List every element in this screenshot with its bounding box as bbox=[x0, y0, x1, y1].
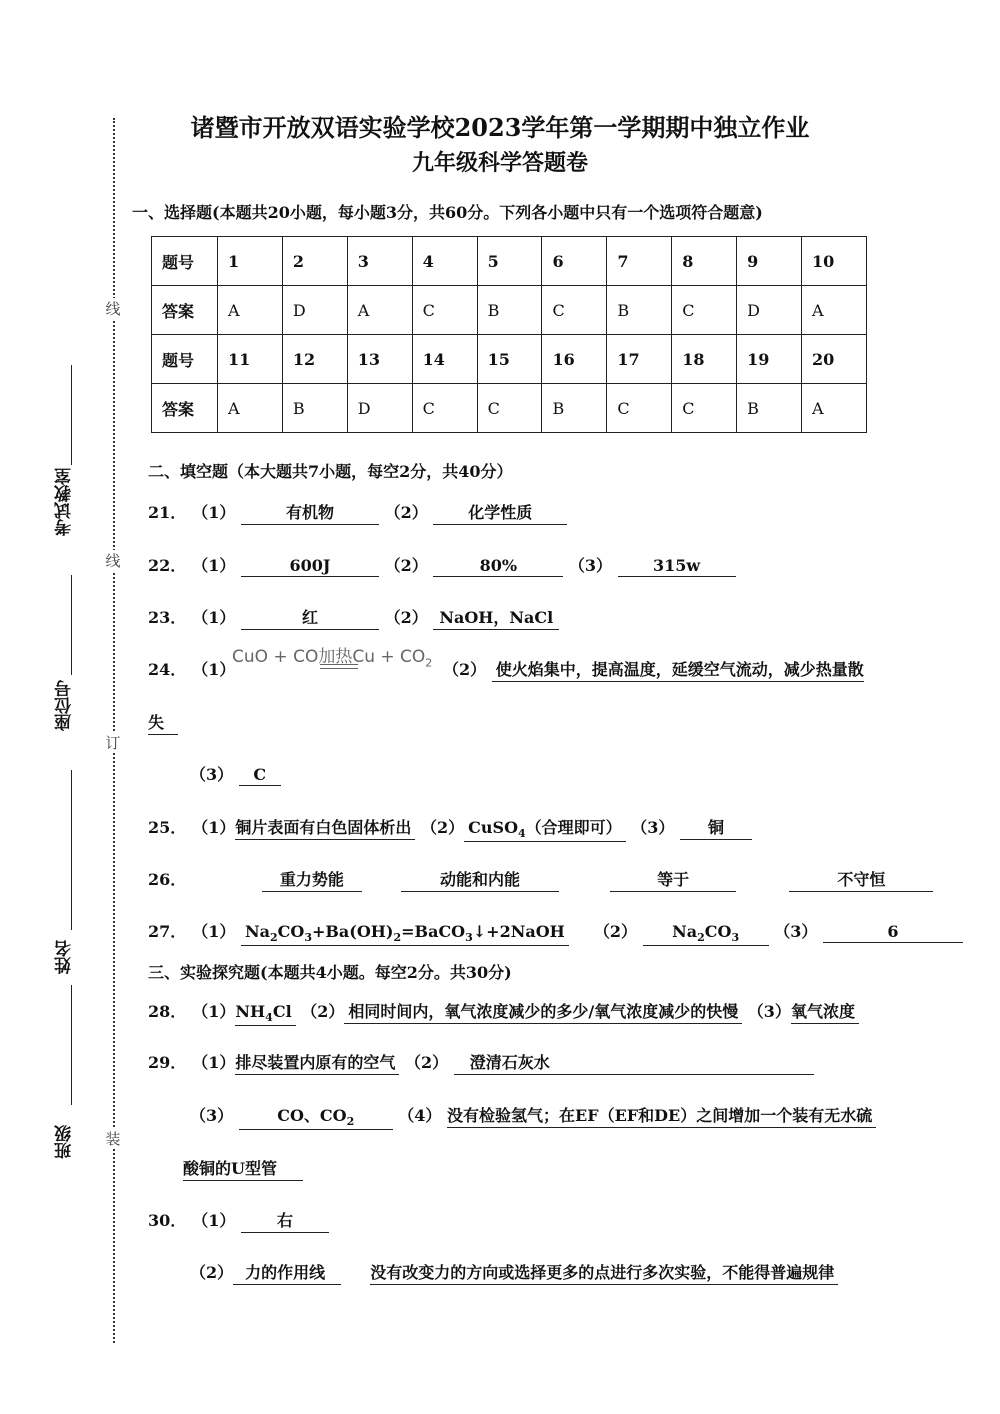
page-title: 诸暨市开放双语实验学校2023学年第一学期期中独立作业 bbox=[190, 113, 810, 142]
q30-number: 30． bbox=[148, 1211, 187, 1230]
answer-label: 答案 bbox=[152, 384, 218, 433]
q22-answer3: 315w bbox=[618, 556, 736, 577]
q22-part2: （2） bbox=[384, 556, 428, 575]
q22-part3: （3） bbox=[568, 556, 613, 575]
q27-answer1 bbox=[241, 922, 569, 946]
binding-char-zhuang: 装 bbox=[105, 1130, 121, 1148]
table-row bbox=[152, 335, 867, 384]
table-cell: 8 bbox=[672, 237, 737, 286]
q27-eq-sub: 3 bbox=[304, 931, 312, 945]
table-cell: 7 bbox=[607, 237, 672, 286]
q27-answer2 bbox=[643, 922, 769, 946]
table-cell: A bbox=[347, 286, 412, 335]
q24-eq-right: Cu + CO bbox=[352, 647, 426, 667]
q29-answer3 bbox=[239, 1103, 393, 1130]
q29-part4: （4） bbox=[398, 1106, 442, 1125]
q29-part3: （3） bbox=[190, 1106, 234, 1125]
table-cell: B bbox=[282, 384, 347, 433]
q27-eq-sub: 2 bbox=[270, 931, 278, 945]
table-cell: 2 bbox=[282, 237, 347, 286]
num-label: 题号 bbox=[152, 335, 218, 384]
table-cell: 12 bbox=[282, 335, 347, 384]
q25-answer3: 铜 bbox=[680, 815, 752, 840]
q21-part2: （2） bbox=[384, 503, 428, 522]
table-cell: B bbox=[737, 384, 802, 433]
table-cell: A bbox=[802, 286, 867, 335]
q27-eq-text: CO bbox=[277, 922, 305, 941]
binding-char-xian-2: 线 bbox=[105, 552, 121, 570]
q27-a2-sub: 3 bbox=[731, 931, 740, 945]
equals-sign bbox=[320, 664, 358, 669]
q24-eq-left: CuO + CO bbox=[232, 647, 319, 667]
q21-answer1: 有机物 bbox=[241, 500, 379, 525]
q26-answer2: 动能和内能 bbox=[401, 867, 559, 892]
q27-eq-text: =BaCO bbox=[401, 922, 466, 941]
table-cell: 10 bbox=[802, 237, 867, 286]
num-label: 题号 bbox=[152, 237, 218, 286]
table-cell: C bbox=[672, 384, 737, 433]
q29-row bbox=[148, 1050, 814, 1075]
q23-row bbox=[148, 605, 559, 630]
q27-a2-text: Na bbox=[672, 922, 698, 941]
exam-room-label: 考试教室 bbox=[55, 468, 75, 536]
q22-answer1: 600J bbox=[241, 556, 379, 577]
table-cell: 17 bbox=[607, 335, 672, 384]
q30-part2: （2） bbox=[190, 1263, 234, 1282]
q24-answer2-line1: 使火焰集中，提高温度，延缓空气流动，减少热量散 bbox=[492, 657, 864, 682]
table-cell: D bbox=[347, 384, 412, 433]
name-label: 姓名 bbox=[55, 940, 75, 974]
q29-answer4-line2: 酸铜的U型管 bbox=[183, 1156, 303, 1181]
q23-answer2: NaOH，NaCl bbox=[433, 605, 559, 630]
q27-part2: （2） bbox=[593, 922, 638, 941]
name-line bbox=[71, 770, 72, 930]
q27-part1: （1） bbox=[192, 922, 236, 941]
class-line bbox=[71, 985, 72, 1105]
q27-row bbox=[148, 919, 963, 946]
q27-eq-text: ↓+2NaOH bbox=[472, 922, 565, 941]
table-cell: 9 bbox=[737, 237, 802, 286]
q28-a1-sub: 4 bbox=[265, 1011, 273, 1025]
q25-answer2 bbox=[464, 815, 626, 842]
q29-answer1: 排尽装置内原有的空气 bbox=[235, 1050, 399, 1075]
q26-answer3: 等于 bbox=[610, 867, 736, 892]
q22-row bbox=[148, 553, 736, 577]
exam-room-line bbox=[71, 365, 72, 465]
seat-number-label: 座位号 bbox=[55, 680, 75, 731]
table-cell: 4 bbox=[412, 237, 477, 286]
q24-number: 24． bbox=[148, 660, 187, 679]
q28-row bbox=[148, 999, 859, 1026]
table-cell: D bbox=[282, 286, 347, 335]
q27-a2-text: CO bbox=[704, 922, 732, 941]
table-row bbox=[152, 286, 867, 335]
q26-number: 26． bbox=[148, 870, 187, 889]
table-cell: A bbox=[802, 384, 867, 433]
q27-a2-sub: 2 bbox=[697, 931, 705, 945]
q24-part2: （2） bbox=[443, 660, 487, 679]
q29-a3-sub: 2 bbox=[346, 1115, 355, 1129]
q30-part2-row bbox=[190, 1260, 838, 1285]
q25-part2: （2） bbox=[421, 818, 465, 837]
section1-heading: 一、选择题(本题共20小题，每小题3分，共60分。下列各小题中只有一个选项符合题意) bbox=[132, 203, 763, 222]
q29-answer4-line1: 没有检验氢气；在EF（EF和DE）之间增加一个装有无水硫 bbox=[447, 1103, 876, 1128]
q29-part2: （2） bbox=[405, 1053, 449, 1072]
q21-answer2: 化学性质 bbox=[433, 500, 567, 525]
table-cell: 19 bbox=[737, 335, 802, 384]
table-cell: D bbox=[737, 286, 802, 335]
q29-answer2: 澄清石灰水 bbox=[454, 1050, 814, 1075]
q30-part1: （1） bbox=[192, 1211, 236, 1230]
q30-answer2b: 没有改变力的方向或选择更多的点进行多次实验，不能得普遍规律 bbox=[370, 1260, 838, 1285]
q30-answer2a: 力的作用线 bbox=[233, 1260, 341, 1285]
q21-number: 21． bbox=[148, 503, 187, 522]
q21-part1: （1） bbox=[192, 503, 236, 522]
q25-row bbox=[148, 815, 752, 842]
q30-answer1: 右 bbox=[241, 1208, 329, 1233]
table-cell: 5 bbox=[477, 237, 542, 286]
q26-row bbox=[148, 867, 933, 892]
q26-answer4: 不守恒 bbox=[789, 867, 933, 892]
table-cell: C bbox=[412, 286, 477, 335]
binding-char-ding: 订 bbox=[105, 734, 121, 752]
answer-table bbox=[151, 236, 867, 433]
table-row bbox=[152, 384, 867, 433]
table-cell: 3 bbox=[347, 237, 412, 286]
table-cell: 15 bbox=[477, 335, 542, 384]
q27-eq-text: +Ba(OH) bbox=[311, 922, 394, 941]
table-cell: 16 bbox=[542, 335, 607, 384]
q24-part1: （1） bbox=[192, 660, 236, 679]
q23-part2: （2） bbox=[384, 608, 428, 627]
q23-number: 23． bbox=[148, 608, 187, 627]
q25-part1: （1） bbox=[192, 818, 236, 837]
q28-a1-tail: Cl bbox=[272, 1002, 292, 1021]
q23-answer1: 红 bbox=[241, 605, 379, 630]
q24-part2-row bbox=[443, 657, 864, 682]
q24-answer2-line2: 失 bbox=[148, 710, 178, 735]
section2-heading: 二、填空题（本大题共7小题，每空2分，共40分） bbox=[148, 462, 513, 481]
class-label: 班级 bbox=[55, 1125, 75, 1159]
binding-char-xian-1: 线 bbox=[105, 300, 121, 318]
table-cell: C bbox=[542, 286, 607, 335]
table-cell: 14 bbox=[412, 335, 477, 384]
q22-number: 22． bbox=[148, 556, 187, 575]
q29-a3-text: CO、CO bbox=[277, 1106, 347, 1125]
q24-part3: （3） bbox=[190, 765, 234, 784]
table-cell: 18 bbox=[672, 335, 737, 384]
table-cell: A bbox=[218, 384, 283, 433]
seat-number-line bbox=[71, 575, 72, 675]
q25-number: 25． bbox=[148, 818, 187, 837]
table-cell: C bbox=[477, 384, 542, 433]
q24-eq-condition: 加热 bbox=[318, 647, 353, 667]
q29-part1: （1） bbox=[192, 1053, 236, 1072]
q28-part1: （1） bbox=[192, 1002, 236, 1021]
q27-eq-sub: 3 bbox=[465, 931, 473, 945]
q27-answer3: 6 bbox=[823, 922, 963, 943]
answer-label: 答案 bbox=[152, 286, 218, 335]
q24-part3-row bbox=[190, 762, 281, 786]
table-cell: 20 bbox=[802, 335, 867, 384]
table-cell: B bbox=[477, 286, 542, 335]
q25-answer2-main: CuSO bbox=[468, 818, 519, 837]
q29-number: 29． bbox=[148, 1053, 187, 1072]
q25-answer2-sub: 4 bbox=[518, 827, 526, 841]
table-cell: C bbox=[672, 286, 737, 335]
page-subtitle: 九年级科学答题卷 bbox=[411, 150, 588, 176]
q27-number: 27． bbox=[148, 922, 187, 941]
q26-answer1: 重力势能 bbox=[262, 867, 362, 892]
q24-continuation bbox=[148, 710, 178, 735]
table-cell: B bbox=[542, 384, 607, 433]
q22-answer2: 80% bbox=[433, 556, 563, 577]
q28-answer2: 相同时间内，氧气浓度减少的多少/氧气浓度减少的快慢 bbox=[344, 999, 742, 1024]
section3-heading: 三、实验探究题(本题共4小题。每空2分。共30分) bbox=[148, 963, 512, 982]
q30-row bbox=[148, 1208, 329, 1233]
q28-number: 28． bbox=[148, 1002, 187, 1021]
table-cell: C bbox=[607, 384, 672, 433]
q25-answer1: 铜片表面有白色固体析出 bbox=[235, 815, 415, 840]
table-cell: 1 bbox=[218, 237, 283, 286]
q29-continuation bbox=[183, 1156, 303, 1181]
q22-part1: （1） bbox=[192, 556, 236, 575]
table-cell: C bbox=[412, 384, 477, 433]
q29-part3-row bbox=[190, 1103, 876, 1130]
table-cell: 11 bbox=[218, 335, 283, 384]
q25-answer2-note: （合理即可） bbox=[525, 818, 622, 837]
q25-part3: （3） bbox=[631, 818, 675, 837]
q28-a1-text: NH bbox=[235, 1002, 266, 1021]
table-cell: B bbox=[607, 286, 672, 335]
q24-answer3: C bbox=[239, 765, 281, 786]
q28-answer3: 氧气浓度 bbox=[791, 999, 859, 1024]
table-cell: A bbox=[218, 286, 283, 335]
q21-row bbox=[148, 500, 567, 525]
q28-part3: （3） bbox=[747, 1002, 791, 1021]
q27-eq-sub: 2 bbox=[393, 931, 402, 945]
table-row bbox=[152, 237, 867, 286]
q27-eq-text: Na bbox=[245, 922, 270, 941]
q24-eq-sub: 2 bbox=[425, 656, 433, 670]
table-cell: 13 bbox=[347, 335, 412, 384]
q27-part3: （3） bbox=[774, 922, 818, 941]
q28-part2: （2） bbox=[301, 1002, 345, 1021]
q24-row bbox=[148, 657, 235, 680]
q23-part1: （1） bbox=[192, 608, 236, 627]
q24-equation bbox=[232, 642, 432, 669]
q28-answer1 bbox=[235, 1002, 295, 1026]
table-cell: 6 bbox=[542, 237, 607, 286]
